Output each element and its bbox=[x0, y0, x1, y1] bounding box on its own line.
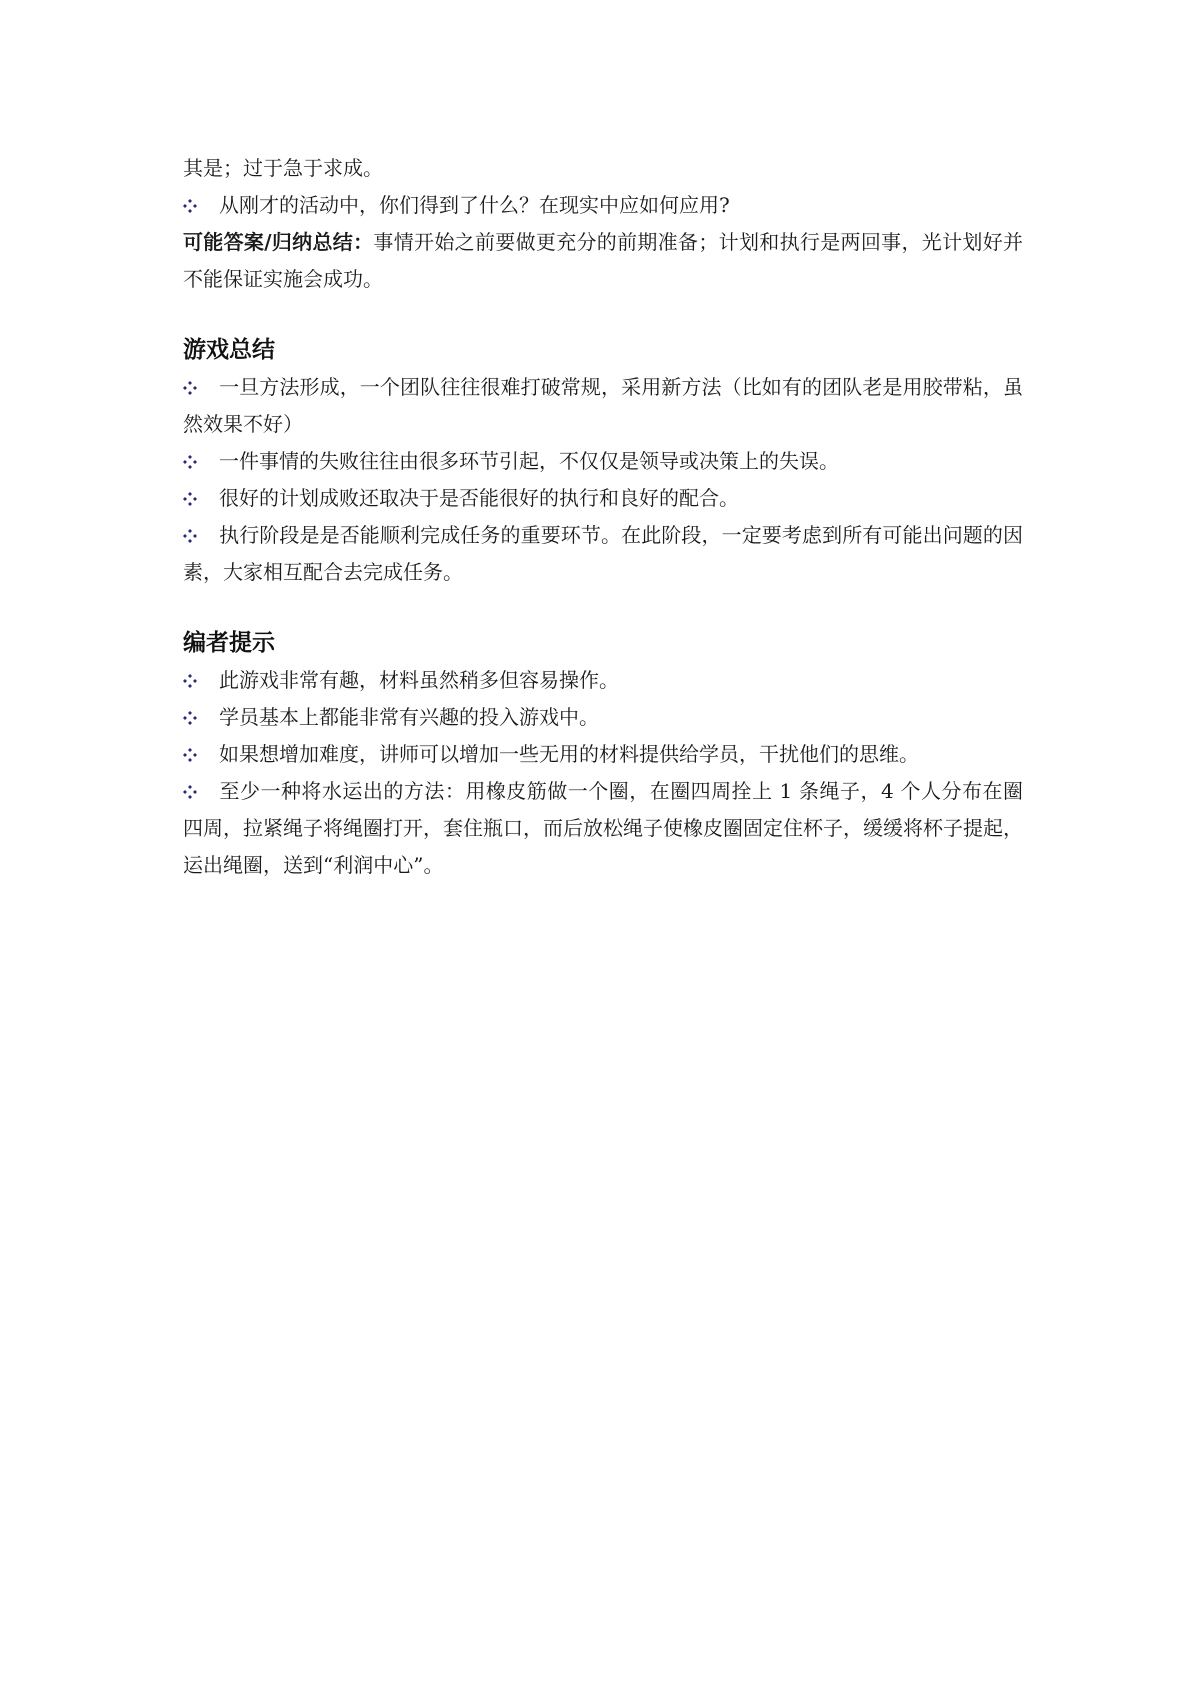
summary-item bbox=[183, 480, 1023, 517]
editor-tip-item bbox=[183, 662, 1023, 699]
document-content bbox=[183, 150, 1023, 884]
editor-tip-item bbox=[183, 736, 1023, 773]
summary-item-text: 很好的计划成败还取决于是否能很好的执行和良好的配合。 bbox=[219, 486, 739, 510]
editor-tip-text: 此游戏非常有趣，材料虽然稍多但容易操作。 bbox=[219, 668, 619, 692]
four-diamond-bullet-icon bbox=[183, 492, 197, 506]
four-diamond-bullet-icon bbox=[183, 711, 197, 725]
editor-tip-text: 至少一种将水运出的方法：用橡皮筋做一个圈，在圈四周拴上 1 条绳子，4 个人分布在圈四周，拉紧绳子将绳圈打开，套住瓶口，而后放松绳子使橡皮圈固定住杯子，缓缓将杯子提起，运出绳圈，送到“利润中心”。 bbox=[183, 779, 1023, 877]
editor-tip-item bbox=[183, 699, 1023, 736]
four-diamond-bullet-icon bbox=[183, 199, 197, 213]
summary-item bbox=[183, 443, 1023, 480]
summary-item bbox=[183, 517, 1023, 591]
summary-item-text: 执行阶段是是否能顺利完成任务的重要环节。在此阶段，一定要考虑到所有可能出问题的因素，大家相互配合去完成任务。 bbox=[183, 523, 1023, 584]
editor-tip-text: 学员基本上都能非常有兴趣的投入游戏中。 bbox=[219, 705, 599, 729]
answer-paragraph bbox=[183, 224, 1023, 298]
four-diamond-bullet-icon bbox=[183, 748, 197, 762]
editor-tip-text: 如果想增加难度，讲师可以增加一些无用的材料提供给学员，干扰他们的思维。 bbox=[219, 742, 919, 766]
four-diamond-bullet-icon bbox=[183, 455, 197, 469]
question-bullet bbox=[183, 187, 1023, 224]
four-diamond-bullet-icon bbox=[183, 381, 197, 395]
intro-line: 其是；过于急于求成。 bbox=[183, 156, 383, 180]
editor-tips-heading: 编者提示 bbox=[183, 630, 275, 656]
question-text: 从刚才的活动中，你们得到了什么？在现实中应如何应用? bbox=[219, 193, 730, 217]
four-diamond-bullet-icon bbox=[183, 529, 197, 543]
four-diamond-bullet-icon bbox=[183, 785, 197, 799]
summary-item-text: 一件事情的失败往往由很多环节引起，不仅仅是领导或决策上的失误。 bbox=[219, 449, 839, 473]
answer-text: 事情开始之前要做更充分的前期准备；计划和执行是两回事，光计划好并不能保证实施会成功。 bbox=[183, 230, 1023, 291]
four-diamond-bullet-icon bbox=[183, 674, 197, 688]
summary-item bbox=[183, 369, 1023, 443]
summary-heading: 游戏总结 bbox=[183, 337, 275, 363]
editor-tip-item bbox=[183, 773, 1023, 884]
summary-item-text: 一旦方法形成，一个团队往往很难打破常规，采用新方法（比如有的团队老是用胶带粘，虽然效果不好） bbox=[183, 375, 1023, 436]
answer-lead: 可能答案/归纳总结： bbox=[183, 230, 374, 254]
